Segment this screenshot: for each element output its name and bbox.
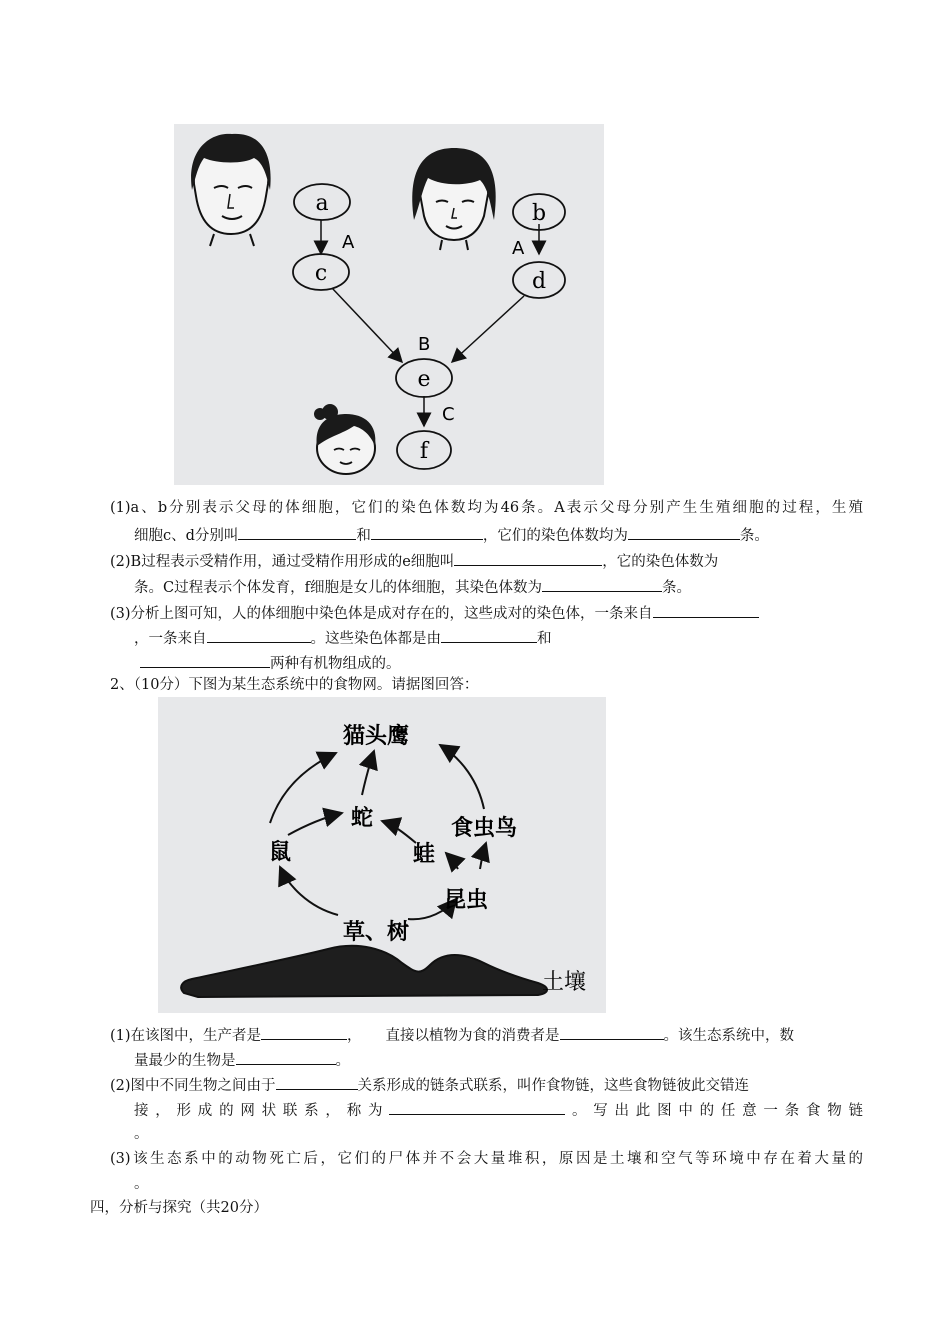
q1-part1-text-b: 和 (356, 528, 371, 544)
soil-label: 土壤 (542, 970, 587, 995)
q2-part2-line1 (110, 1074, 749, 1096)
reproduction-diagram-svg (174, 124, 604, 485)
node-b (513, 194, 565, 230)
q2-part1-text-b: ， (347, 1028, 362, 1044)
q1-part3-text-b: ，一条来自 (134, 631, 207, 647)
blank-chromosome-count[interactable] (628, 524, 740, 540)
svg-text:e: e (417, 367, 431, 392)
food-web-diagram (158, 697, 606, 1013)
q2-part1-text-d: 。该生态系统中，数 (663, 1028, 795, 1044)
arrow-c-to-e (332, 288, 402, 362)
process-label-b: B (418, 334, 431, 355)
section4-heading: 四，分析与探究（共20分） (90, 1200, 268, 1216)
soil-shape (181, 946, 547, 997)
q1-part1-line2 (134, 524, 769, 546)
organism-insectivorous-bird: 食虫鸟 (450, 816, 518, 841)
blank-food-web[interactable] (389, 1099, 565, 1115)
arrow-plants-to-mouse (280, 867, 338, 915)
svg-text:b: b (531, 201, 547, 226)
q1-part2-text-d: 条。 (661, 580, 691, 596)
q1-part1-text-a: 细胞c、d分别叫 (134, 528, 239, 544)
organism-mouse: 鼠 (268, 840, 292, 865)
organism-insect: 昆虫 (443, 888, 489, 913)
q1-part2-line1 (110, 550, 718, 572)
q2-part1-text-e: 量最少的生物是 (134, 1053, 236, 1069)
q1-part2-line2 (134, 576, 691, 598)
arrow-mouse-to-owl (270, 753, 336, 823)
q2-part2-text-b: 关系形成的链条式联系，叫作食物链，这些食物链彼此交错连 (357, 1078, 750, 1094)
blank-egg[interactable] (371, 524, 483, 540)
q2-part3-line1: (3)该生态系中的动物死亡后，它们的尸体并不会大量堆积，原因是土壤和空气等环境中存在着大量的 (110, 1151, 863, 1167)
q2-part2-text-d: 。写出此图中的任意一条食物链 (565, 1103, 864, 1119)
organism-owl: 猫头鹰 (342, 724, 410, 749)
q1-part3-text-d: 和 (537, 631, 552, 647)
q2-part2-text-a: (2)图中不同生物之间由于 (110, 1078, 276, 1094)
blank-protein[interactable] (140, 652, 270, 668)
q2-part2-line3: 。 (134, 1126, 149, 1142)
q2-part2-text-c: 接，形成的网状联系，称为 (134, 1103, 390, 1119)
node-c (293, 254, 349, 290)
node-a (294, 184, 350, 220)
node-e (396, 359, 452, 397)
q1-part2-text-b: ，它的染色体数为 (602, 554, 719, 570)
organism-frog: 蛙 (412, 842, 436, 867)
q2-part1-text-f: 。 (335, 1053, 350, 1069)
arrow-d-to-e (452, 296, 524, 362)
arrow-insect-to-bird (480, 843, 486, 869)
blank-from-father[interactable] (653, 602, 759, 618)
svg-text:d: d (531, 269, 547, 294)
mother-face-icon (412, 148, 495, 250)
q1-part3-text-a: (3)分析上图可知，人的体细胞中染色体是成对存在的，这些成对的染色体，一条来自 (110, 606, 653, 622)
blank-least-organism[interactable] (236, 1049, 336, 1065)
q2-part1-text-c: 直接以植物为食的消费者是 (385, 1028, 560, 1044)
blank-dna[interactable] (441, 627, 537, 643)
q1-part2-text-a: (2)B过程表示受精作用，通过受精作用形成的e细胞叫 (110, 554, 455, 570)
blank-relationship[interactable] (276, 1074, 358, 1090)
q2-heading: 2、（10分）下图为某生态系统中的食物网。请据图回答： (110, 677, 479, 693)
daughter-face-icon (314, 404, 375, 474)
arrow-insect-to-frog (446, 853, 458, 869)
food-web-svg (158, 697, 606, 1013)
reproduction-diagram (174, 124, 604, 485)
process-label-a-right: A (512, 238, 525, 259)
q1-part2-text-c: 条。C过程表示个体发育，f细胞是女儿的体细胞，其染色体数为 (134, 580, 542, 596)
blank-producer[interactable] (261, 1024, 347, 1040)
blank-sperm[interactable] (238, 524, 356, 540)
q2-part3-line2: 。 (134, 1176, 149, 1192)
blank-zygote[interactable] (454, 550, 602, 566)
node-d (513, 262, 565, 298)
svg-text:a: a (315, 191, 329, 216)
q1-part3-line2 (134, 627, 552, 649)
blank-daughter-chromosome[interactable] (542, 576, 662, 592)
organism-snake: 蛇 (350, 806, 374, 831)
svg-text:f: f (419, 439, 429, 464)
organism-grass-trees: 草、树 (342, 920, 410, 945)
q1-part1-line1: (1)a、b分别表示父母的体细胞，它们的染色体数均为46条。A表示父母分别产生生殖细胞的过程，生殖 (110, 500, 863, 516)
process-label-a-left: A (342, 232, 355, 253)
q2-part1-text-a: (1)在该图中，生产者是 (110, 1028, 262, 1044)
node-f (397, 431, 451, 469)
arrow-snake-to-owl (362, 751, 374, 795)
q1-part1-text-d: 条。 (739, 528, 769, 544)
q1-part1-text-c: ，它们的染色体数均为 (482, 528, 628, 544)
q2-part2-line2 (134, 1099, 863, 1121)
q1-part3-text-c: 。这些染色体都是由 (310, 631, 441, 647)
arrow-mouse-to-snake (288, 813, 342, 835)
blank-primary-consumer[interactable] (560, 1024, 664, 1040)
q1-part3-text-e: 两种有机物组成的。 (270, 656, 401, 672)
father-face-icon (191, 134, 271, 246)
q2-part1-line2 (134, 1049, 350, 1071)
arrow-bird-to-owl (440, 745, 484, 809)
q2-part1-line1 (110, 1024, 863, 1046)
blank-from-mother[interactable] (207, 627, 311, 643)
process-label-c: C (442, 404, 455, 425)
q1-part3-line1 (110, 602, 759, 624)
q1-part3-line3 (140, 652, 401, 674)
svg-text:c: c (314, 261, 328, 286)
arrow-frog-to-snake (382, 821, 416, 843)
